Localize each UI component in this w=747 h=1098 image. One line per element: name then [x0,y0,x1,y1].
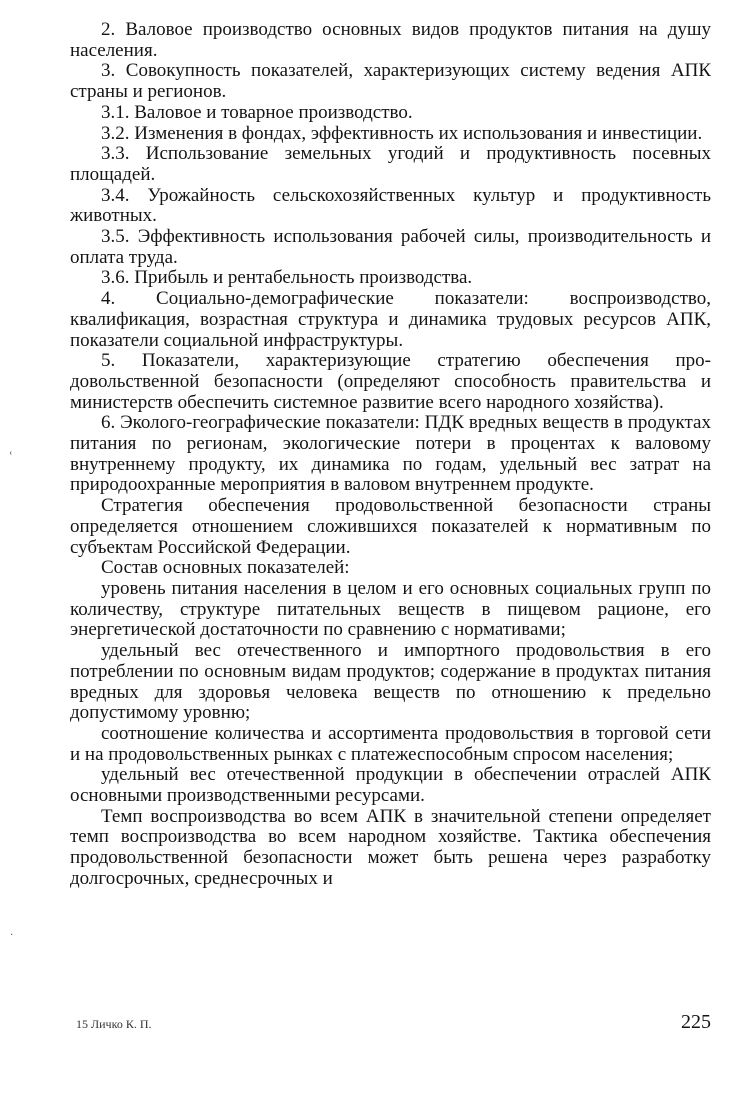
paragraph-indicators-heading: Состав основных показателей: [101,557,350,579]
paragraph-item-3-2: 3.2. Изменения в фондах, эффективность их использования и инвестиции. [101,122,703,144]
page-number: 225 [681,1011,711,1033]
paragraph-indicator-share: удельный вес отечественного и импортного продовольствия в его потреблении по основным видам продуктов; содержание в продуктах питания вредных для здоровья человека веществ по отношению к предельно допустимому уровню; [70,640,711,724]
paragraph-item-3-1: 3.1. Валовое и товарное производство. [101,101,413,123]
margin-mark: ʿ [8,450,14,467]
paragraph-item-3-6: 3.6. Прибыль и рентабельность производства. [101,267,473,289]
paragraph-item-3-5: 3.5. Эффективность использования рабочей силы, производительность и оплата труда. [70,226,711,268]
paragraph-indicator-ratio: соотношение количества и ассортимента продовольствия в торговой сети и на продовольственных рынках с платежеспособным спросом населения; [70,722,711,765]
paragraph-strategy: Стратегия обеспечения продовольственной безопасности страны определяется отношением сложившихся показателей к нормативным по субъектам Российской Федерации. [70,495,711,558]
body-text [70,20,711,890]
signature-mark: 15 Личко К. П. [76,1017,152,1031]
margin-dot: · [10,930,14,941]
paragraph-item-3-3: 3.3. Использование земельных угодий и продуктивность посевных площадей. [70,143,711,185]
paragraph-item-5: 5. Показатели, характеризующие стратегию обеспечения продовольственной безопасности (определяют способность правительства и министерств обеспечить системное развитие всего народного хозяйства). [70,350,711,413]
paragraph-item-3-4: 3.4. Урожайность сельскохозяйственных культур и продуктивность животных. [70,184,711,227]
paragraph-indicator-nutrition: уровень питания населения в целом и его основных социальных групп по количеству, структуре питательных веществ в пищевом рационе, его энергетической достаточности по сравнению с нормативами; [70,577,711,641]
paragraph-reproduction: Темп воспроизводства во всем АПК в значительной степени определяет темп воспроизводства во всем народном хозяйстве. Тактика обеспечения продовольственной безопасности может быть решена через разработку долгосрочных, среднесрочных и [70,805,711,889]
paragraph-item-6: 6. Эколого-географические показатели: ПДК вредных веществ в продуктах питания по регионам, экологические потери в процентах к валовому внутреннему продукту, их динамика по годам, удельный вес затрат на природоохранные мероприятия в валовом внутреннем продукте. [70,412,711,496]
paragraph-item-4: 4. Социально-демографические показатели: воспроизводство, квалификация, возрастная структура и динамика трудовых ресурсов АПК, показатели социальной инфраструктуры. [70,288,711,351]
paragraph-indicator-domestic: удельный вес отечественной продукции в обеспечении отраслей АПК основными производственными ресурсами. [70,764,711,807]
paragraph-item-3: 3. Совокупность показателей, характеризующих систему ведения АПК страны и регионов. [70,60,711,103]
paragraph-item-2: 2. Валовое производство основных видов продуктов питания на душу населения. [70,19,711,61]
